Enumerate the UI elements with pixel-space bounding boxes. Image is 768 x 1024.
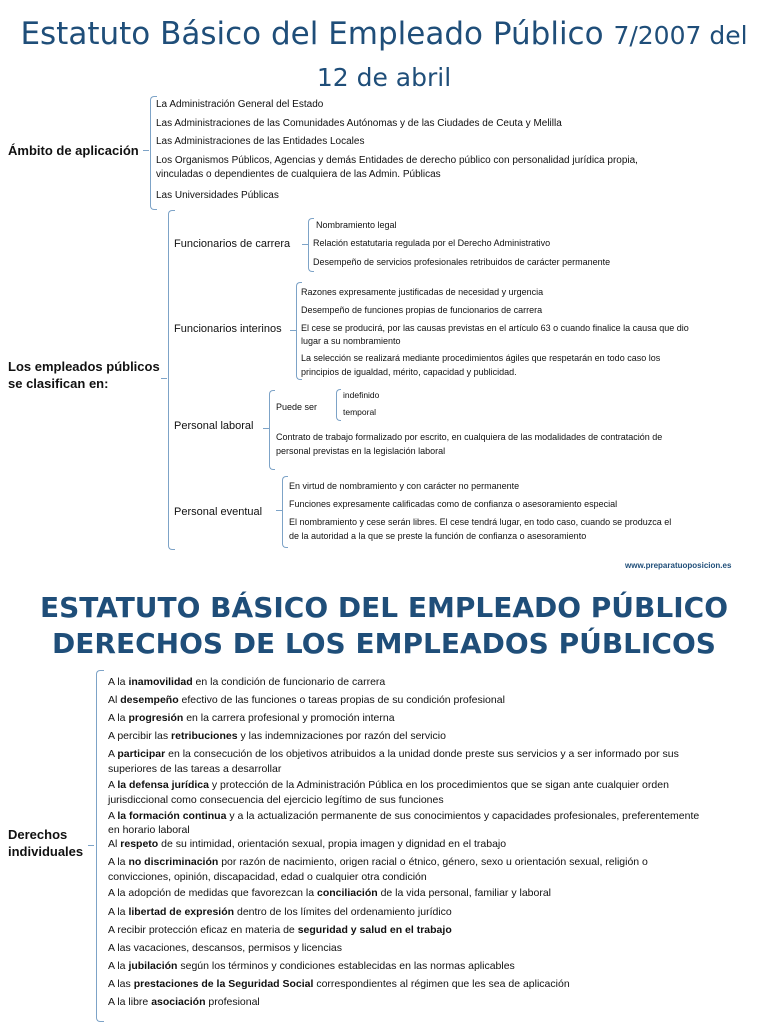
- carrera-brace-tick: [302, 244, 308, 245]
- derecho-item: [108, 747, 679, 762]
- laboral-puede: Puede ser: [276, 402, 318, 412]
- site-url: www.preparatuoposicion.es: [625, 561, 732, 570]
- derecho-text: y las indemnizaciones por razón del servicio: [237, 730, 446, 742]
- laboral-contrato: personal previstas en la legislación laboral: [276, 446, 446, 456]
- derecho-text: y a la actualización permanente de sus conocimientos y capacidades profesionales, preferentemente: [226, 810, 700, 822]
- derecho-text: A la: [108, 906, 129, 918]
- derecho-text: A la: [108, 960, 129, 972]
- derecho-item: [108, 886, 551, 901]
- ambito-item: Los Organismos Públicos, Agencias y demás Entidades de derecho público con personalidad jurídica propia,: [156, 155, 638, 166]
- derecho-text: A la adopción de medidas que favorezcan la: [108, 887, 317, 899]
- ambito-brace-tick: [143, 150, 149, 151]
- derecho-text: efectivo de las funciones o tareas propias de su condición profesional: [178, 694, 505, 706]
- interinos-item: La selección se realizará mediante procedimientos ágiles que respetarán en todo caso los: [301, 353, 661, 363]
- derecho-text: A: [108, 779, 118, 791]
- interinos-item: lugar a su nombramiento: [301, 336, 401, 346]
- title-date: 12 de abril: [316, 63, 452, 92]
- derecho-keyword: progresión: [128, 712, 184, 724]
- derecho-item: [108, 793, 444, 808]
- laboral-brace: [269, 390, 275, 470]
- derecho-item: [108, 711, 395, 726]
- derecho-text: en la condición de funcionario de carrera: [192, 676, 386, 688]
- eventual-label: Personal eventual: [174, 506, 263, 518]
- page-title: [0, 14, 768, 98]
- derecho-text: en horario laboral: [108, 824, 190, 836]
- interinos-brace-tick: [290, 330, 296, 331]
- derecho-keyword: seguridad y salud en el trabajo: [297, 924, 452, 936]
- derecho-keyword: desempeño: [120, 694, 179, 706]
- derecho-keyword: jubilación: [128, 960, 178, 972]
- derecho-item: [108, 905, 452, 920]
- derecho-text: A percibir las: [108, 730, 172, 742]
- ambito-item: Las Administraciones de las Comunidades Autónomas y de las Ciudades de Ceuta y Melilla: [156, 118, 562, 129]
- ambito-item: vinculadas o dependientes de cualquiera de las Admin. Públicas: [156, 169, 441, 180]
- derecho-keyword: conciliación: [316, 887, 378, 899]
- derechos-label-line1: Derechos: [8, 827, 68, 842]
- clasif-label: [8, 358, 160, 392]
- derecho-text: A la: [108, 712, 129, 724]
- derecho-item: [108, 837, 506, 852]
- derecho-text: superiores de las tareas a desarrollar: [108, 763, 282, 775]
- section-title: [0, 590, 768, 662]
- derecho-text: y protección de la Administración Pública en los procedimientos que se sigan ante cualquier orden: [208, 779, 669, 791]
- derecho-item: [108, 941, 342, 956]
- ambito-label: Ámbito de aplicación: [8, 143, 139, 158]
- interinos-item: Desempeño de funciones propias de funcionarios de carrera: [301, 305, 543, 315]
- derecho-text: A: [108, 810, 118, 822]
- eventual-item: Funciones expresamente calificadas como de confianza o asesoramiento especial: [289, 499, 618, 509]
- derechos-brace-tick: [88, 845, 94, 846]
- derecho-item: [108, 959, 515, 974]
- derecho-keyword: inamovilidad: [128, 676, 193, 688]
- derecho-keyword: asociación: [151, 996, 206, 1008]
- derecho-text: A: [108, 748, 118, 760]
- eventual-item: En virtud de nombramiento y con carácter no permanente: [289, 481, 520, 491]
- derechos-brace: [96, 670, 104, 1022]
- derecho-keyword: la formación continua: [117, 810, 227, 822]
- derecho-text: A la: [108, 676, 129, 688]
- laboral-label: Personal laboral: [174, 420, 254, 432]
- derecho-keyword: no discriminación: [128, 856, 219, 868]
- laboral-tipos-brace: [336, 389, 341, 421]
- derechos-label-line2: individuales: [8, 844, 84, 859]
- interinos-item: Razones expresamente justificadas de necesidad y urgencia: [301, 287, 544, 297]
- laboral-brace-tick: [263, 428, 269, 429]
- derecho-item: [108, 729, 446, 744]
- derecho-item: [108, 762, 281, 777]
- derecho-item: [108, 977, 570, 992]
- derecho-keyword: la defensa jurídica: [117, 779, 209, 791]
- derecho-keyword: prestaciones de la Seguridad Social: [133, 978, 314, 990]
- derecho-text: A la libre: [108, 996, 152, 1008]
- section-title-line1: ESTATUTO BÁSICO DEL EMPLEADO PÚBLICO: [39, 591, 728, 624]
- derecho-item: [108, 870, 427, 885]
- title-main: Estatuto Básico del Empleado Público: [20, 16, 604, 52]
- derecho-text: correspondientes al régimen que les sea de aplicación: [313, 978, 570, 990]
- derecho-text: de la vida personal, familiar y laboral: [377, 887, 552, 899]
- derechos-label: [8, 826, 83, 860]
- derecho-text: por razón de nacimiento, origen racial o étnico, género, sexo u orientación sexual, religión o: [218, 856, 648, 868]
- derecho-item: [108, 675, 385, 690]
- derecho-item: [108, 809, 699, 824]
- derecho-text: A recibir protección eficaz en materia de: [108, 924, 298, 936]
- eventual-brace: [282, 476, 288, 548]
- eventual-brace-tick: [276, 510, 282, 511]
- derecho-text: en la carrera profesional y promoción interna: [183, 712, 395, 724]
- derecho-text: jurisdiccional como consecuencia del ejercicio legítimo de sus funciones: [108, 794, 444, 806]
- derecho-text: Al: [108, 694, 121, 706]
- carrera-item: Relación estatutaria regulada por el Derecho Administrativo: [313, 238, 551, 248]
- interinos-label: Funcionarios interinos: [174, 323, 282, 335]
- derecho-item: [108, 693, 505, 708]
- interinos-item: El cese se producirá, por las causas previstas en el artículo 63 o cuando finalice la causa que dio: [301, 323, 689, 333]
- derecho-item: [108, 923, 452, 938]
- derecho-item: [108, 823, 190, 838]
- derecho-keyword: participar: [117, 748, 166, 760]
- derecho-text: profesional: [205, 996, 260, 1008]
- derecho-text: Al: [108, 838, 121, 850]
- derecho-text: en la consecución de los objetivos atribuidos a la unidad donde preste sus servicios y a ser informado por sus: [165, 748, 679, 760]
- laboral-tipo: temporal: [343, 407, 377, 417]
- derecho-item: [108, 995, 260, 1010]
- carrera-label: Funcionarios de carrera: [174, 238, 291, 250]
- laboral-tipo: indefinido: [343, 390, 380, 400]
- carrera-item: Desempeño de servicios profesionales retribuidos de carácter permanente: [313, 257, 611, 267]
- clasif-label-line2: se clasifican en:: [8, 376, 109, 391]
- carrera-item: Nombramiento legal: [316, 220, 397, 230]
- ambito-item: Las Universidades Públicas: [156, 190, 279, 201]
- derecho-keyword: respeto: [120, 838, 159, 850]
- derecho-text: A la: [108, 856, 129, 868]
- derecho-text: A las: [108, 978, 134, 990]
- derecho-text: dentro de los límites del ordenamiento jurídico: [234, 906, 452, 918]
- eventual-item: de la autoridad a la que se preste la función de confianza o asesoramiento: [289, 531, 587, 541]
- derecho-text: convicciones, opinión, discapacidad, edad o cualquier otra condición: [108, 871, 427, 883]
- ambito-item: La Administración General del Estado: [156, 99, 324, 110]
- title-number: 7/2007 del: [613, 21, 748, 50]
- laboral-contrato: Contrato de trabajo formalizado por escrito, en cualquiera de las modalidades de contratación de: [276, 432, 663, 442]
- derecho-keyword: retribuciones: [171, 730, 238, 742]
- derecho-keyword: libertad de expresión: [128, 906, 235, 918]
- section-title-line2: DERECHOS DE LOS EMPLEADOS PÚBLICOS: [52, 627, 716, 660]
- derecho-text: de su intimidad, orientación sexual, propia imagen y dignidad en el trabajo: [158, 838, 507, 850]
- derecho-text: según los términos y condiciones establecidas en las normas aplicables: [177, 960, 515, 972]
- derecho-item: [108, 778, 669, 793]
- clasif-brace-tick: [161, 378, 167, 379]
- derecho-item: [108, 855, 648, 870]
- derecho-text: A las vacaciones, descansos, permisos y licencias: [108, 942, 343, 954]
- clasif-label-line1: Los empleados públicos: [8, 359, 160, 374]
- clasif-brace: [168, 210, 175, 550]
- eventual-item: El nombramiento y cese serán libres. El cese tendrá lugar, en todo caso, cuando se produzca el: [289, 517, 672, 527]
- interinos-item: principios de igualdad, mérito, capacidad y publicidad.: [301, 367, 517, 377]
- ambito-item: Las Administraciones de las Entidades Locales: [156, 136, 365, 147]
